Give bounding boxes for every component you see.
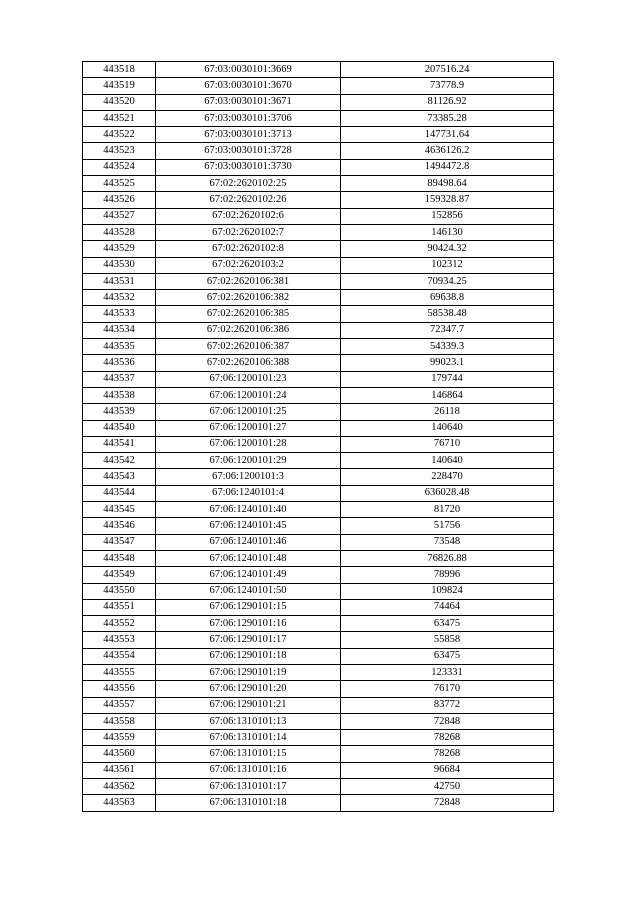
row-number-cell: 443556 [83,681,156,697]
value-cell: 140640 [341,453,554,469]
row-number-cell: 443549 [83,567,156,583]
value-cell: 207516.24 [341,62,554,78]
value-cell: 72848 [341,795,554,811]
cadastral-number-cell: 67:06:1240101:50 [156,583,341,599]
row-number-cell: 443558 [83,713,156,729]
cadastral-number-cell: 67:06:1310101:15 [156,746,341,762]
value-cell: 76710 [341,436,554,452]
table-row [83,290,554,306]
table-row [83,110,554,126]
table-row [83,583,554,599]
cadastral-number-cell: 67:03:0030101:3669 [156,62,341,78]
row-number-cell: 443559 [83,730,156,746]
table-row [83,567,554,583]
cadastral-number-cell: 67:06:1310101:16 [156,762,341,778]
value-cell: 63475 [341,616,554,632]
row-number-cell: 443533 [83,306,156,322]
row-number-cell: 443546 [83,518,156,534]
row-number-cell: 443539 [83,404,156,420]
value-cell: 73778.9 [341,78,554,94]
value-cell: 78996 [341,567,554,583]
table-body [83,62,554,812]
row-number-cell: 443553 [83,632,156,648]
cadastral-number-cell: 67:06:1290101:17 [156,632,341,648]
value-cell: 179744 [341,371,554,387]
value-cell: 152856 [341,208,554,224]
table-row [83,534,554,550]
value-cell: 54339.3 [341,339,554,355]
value-cell: 102312 [341,257,554,273]
value-cell: 70934.25 [341,273,554,289]
value-cell: 123331 [341,664,554,680]
table-row [83,355,554,371]
row-number-cell: 443555 [83,664,156,680]
row-number-cell: 443534 [83,322,156,338]
cadastral-number-cell: 67:06:1240101:46 [156,534,341,550]
value-cell: 99023.1 [341,355,554,371]
cadastral-number-cell: 67:06:1240101:40 [156,502,341,518]
row-number-cell: 443524 [83,159,156,175]
table-row [83,339,554,355]
cadastral-number-cell: 67:02:2620102:8 [156,241,341,257]
table-row [83,746,554,762]
cadastral-number-cell: 67:02:2620106:382 [156,290,341,306]
value-cell: 42750 [341,779,554,795]
value-cell: 58538.48 [341,306,554,322]
row-number-cell: 443563 [83,795,156,811]
table-row [83,713,554,729]
table-row [83,159,554,175]
table-row [83,485,554,501]
cadastral-number-cell: 67:06:1290101:16 [156,616,341,632]
value-cell: 109824 [341,583,554,599]
cadastral-number-cell: 67:06:1240101:4 [156,485,341,501]
row-number-cell: 443519 [83,78,156,94]
table-row [83,664,554,680]
row-number-cell: 443540 [83,420,156,436]
table-row [83,387,554,403]
cadastral-number-cell: 67:02:2620102:6 [156,208,341,224]
value-cell: 83772 [341,697,554,713]
row-number-cell: 443542 [83,453,156,469]
cadastral-number-cell: 67:06:1290101:18 [156,648,341,664]
value-cell: 146130 [341,224,554,240]
table-row [83,127,554,143]
table-row [83,273,554,289]
value-cell: 74464 [341,599,554,615]
cadastral-value-table [82,61,554,812]
cadastral-number-cell: 67:06:1200101:27 [156,420,341,436]
table-row [83,616,554,632]
value-cell: 76170 [341,681,554,697]
value-cell: 73548 [341,534,554,550]
value-cell: 159328.87 [341,192,554,208]
value-cell: 81720 [341,502,554,518]
row-number-cell: 443552 [83,616,156,632]
value-cell: 78268 [341,746,554,762]
row-number-cell: 443560 [83,746,156,762]
row-number-cell: 443529 [83,241,156,257]
cadastral-number-cell: 67:06:1290101:21 [156,697,341,713]
value-cell: 4636126.2 [341,143,554,159]
table-row [83,632,554,648]
table-row [83,78,554,94]
table-row [83,62,554,78]
row-number-cell: 443550 [83,583,156,599]
cadastral-number-cell: 67:03:0030101:3671 [156,94,341,110]
value-cell: 636028.48 [341,485,554,501]
table-row [83,241,554,257]
table-row [83,469,554,485]
cadastral-number-cell: 67:06:1310101:17 [156,779,341,795]
cadastral-number-cell: 67:02:2620102:7 [156,224,341,240]
table-row [83,143,554,159]
row-number-cell: 443521 [83,110,156,126]
cadastral-number-cell: 67:06:1200101:24 [156,387,341,403]
cadastral-number-cell: 67:06:1200101:23 [156,371,341,387]
value-cell: 55858 [341,632,554,648]
value-cell: 90424.32 [341,241,554,257]
cadastral-number-cell: 67:06:1240101:48 [156,550,341,566]
row-number-cell: 443537 [83,371,156,387]
cadastral-number-cell: 67:06:1310101:14 [156,730,341,746]
table-row [83,599,554,615]
cadastral-number-cell: 67:02:2620103:2 [156,257,341,273]
value-cell: 73385.28 [341,110,554,126]
table-row [83,371,554,387]
table-row [83,681,554,697]
row-number-cell: 443520 [83,94,156,110]
row-number-cell: 443543 [83,469,156,485]
table-row [83,257,554,273]
table-row [83,192,554,208]
value-cell: 63475 [341,648,554,664]
table-row [83,436,554,452]
value-cell: 69638.8 [341,290,554,306]
table-row [83,404,554,420]
cadastral-number-cell: 67:03:0030101:3730 [156,159,341,175]
cadastral-number-cell: 67:06:1290101:15 [156,599,341,615]
cadastral-number-cell: 67:02:2620106:386 [156,322,341,338]
table-row [83,518,554,534]
cadastral-number-cell: 67:02:2620102:26 [156,192,341,208]
cadastral-number-cell: 67:06:1200101:29 [156,453,341,469]
table-row [83,795,554,811]
cadastral-number-cell: 67:02:2620106:385 [156,306,341,322]
row-number-cell: 443544 [83,485,156,501]
cadastral-number-cell: 67:02:2620106:387 [156,339,341,355]
value-cell: 76826.88 [341,550,554,566]
value-cell: 140640 [341,420,554,436]
row-number-cell: 443561 [83,762,156,778]
cadastral-number-cell: 67:02:2620106:381 [156,273,341,289]
value-cell: 1494472.8 [341,159,554,175]
table-row [83,502,554,518]
row-number-cell: 443530 [83,257,156,273]
table-row [83,697,554,713]
table-row [83,306,554,322]
cadastral-number-cell: 67:06:1200101:25 [156,404,341,420]
cadastral-number-cell: 67:06:1310101:13 [156,713,341,729]
cadastral-number-cell: 67:06:1310101:18 [156,795,341,811]
value-cell: 89498.64 [341,176,554,192]
row-number-cell: 443532 [83,290,156,306]
row-number-cell: 443557 [83,697,156,713]
value-cell: 146864 [341,387,554,403]
cadastral-number-cell: 67:06:1240101:49 [156,567,341,583]
row-number-cell: 443554 [83,648,156,664]
row-number-cell: 443551 [83,599,156,615]
table-row [83,648,554,664]
table-row [83,420,554,436]
value-cell: 72347.7 [341,322,554,338]
row-number-cell: 443522 [83,127,156,143]
row-number-cell: 443518 [83,62,156,78]
row-number-cell: 443545 [83,502,156,518]
row-number-cell: 443538 [83,387,156,403]
value-cell: 26118 [341,404,554,420]
cadastral-number-cell: 67:03:0030101:3728 [156,143,341,159]
value-cell: 147731.64 [341,127,554,143]
cadastral-number-cell: 67:03:0030101:3670 [156,78,341,94]
row-number-cell: 443526 [83,192,156,208]
cadastral-number-cell: 67:03:0030101:3713 [156,127,341,143]
value-cell: 78268 [341,730,554,746]
value-cell: 81126.92 [341,94,554,110]
row-number-cell: 443562 [83,779,156,795]
table-row [83,176,554,192]
row-number-cell: 443535 [83,339,156,355]
table-row [83,779,554,795]
value-cell: 96684 [341,762,554,778]
table-row [83,224,554,240]
row-number-cell: 443536 [83,355,156,371]
row-number-cell: 443541 [83,436,156,452]
cadastral-number-cell: 67:06:1200101:3 [156,469,341,485]
row-number-cell: 443527 [83,208,156,224]
table-row [83,762,554,778]
value-cell: 51756 [341,518,554,534]
row-number-cell: 443531 [83,273,156,289]
table-row [83,550,554,566]
table-row [83,730,554,746]
value-cell: 228470 [341,469,554,485]
cadastral-number-cell: 67:06:1240101:45 [156,518,341,534]
row-number-cell: 443548 [83,550,156,566]
table-row [83,208,554,224]
cadastral-number-cell: 67:02:2620102:25 [156,176,341,192]
cadastral-number-cell: 67:06:1290101:19 [156,664,341,680]
row-number-cell: 443528 [83,224,156,240]
cadastral-number-cell: 67:06:1200101:28 [156,436,341,452]
value-cell: 72848 [341,713,554,729]
cadastral-number-cell: 67:06:1290101:20 [156,681,341,697]
cadastral-number-cell: 67:03:0030101:3706 [156,110,341,126]
cadastral-number-cell: 67:02:2620106:388 [156,355,341,371]
row-number-cell: 443523 [83,143,156,159]
row-number-cell: 443547 [83,534,156,550]
row-number-cell: 443525 [83,176,156,192]
table-row [83,322,554,338]
table-row [83,94,554,110]
table-row [83,453,554,469]
